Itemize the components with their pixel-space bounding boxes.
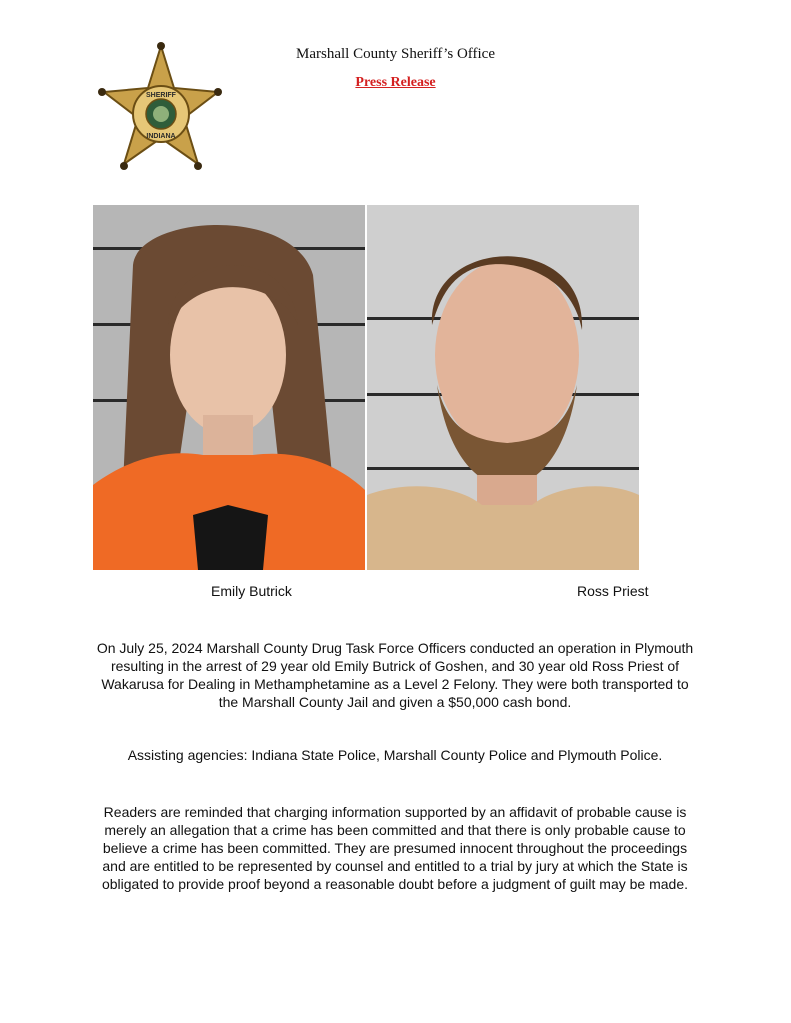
badge-text-bottom: INDIANA [146,133,176,140]
office-name: Marshall County Sheriff’s Office [296,46,495,62]
mugshot-emily-butrick [93,205,365,570]
mugshot-ross-priest [367,205,639,570]
photo-caption-emily: Emily Butrick [211,583,292,599]
assisting-agencies-paragraph: Assisting agencies: Indiana State Police, Marshall County Police and Plymouth Police. [127,747,663,763]
badge-text-top: SHERIFF [146,92,176,99]
sheriff-badge-logo [92,42,230,182]
press-release-heading: Press Release [355,75,436,90]
disclaimer-paragraph: Readers are reminded that charging information supported by an affidavit of probable cause is merely an allegation that a crime has been committed and that there is only probable cause to believe a crime has been committed. They are presumed innocent throughout the proceedings and are entitled to be represented by counsel and entitled to a trial by jury at which the State is obligated to provide proof beyond a reasonable doubt before a judgment of guilt may be made. [101,804,689,892]
arrest-paragraph: On July 25, 2024 Marshall County Drug Task Force Officers conducted an operation in Plymouth resulting in the arrest of 29 year old Emily Butrick of Goshen, and 30 year old Ross Priest of Wakarusa for Dealing in Methamphetamine as a Level 2 Felony. They were both transported to the Marshall County Jail and given a $50,000 cash bond. [96,640,694,710]
photo-caption-ross: Ross Priest [577,583,649,599]
